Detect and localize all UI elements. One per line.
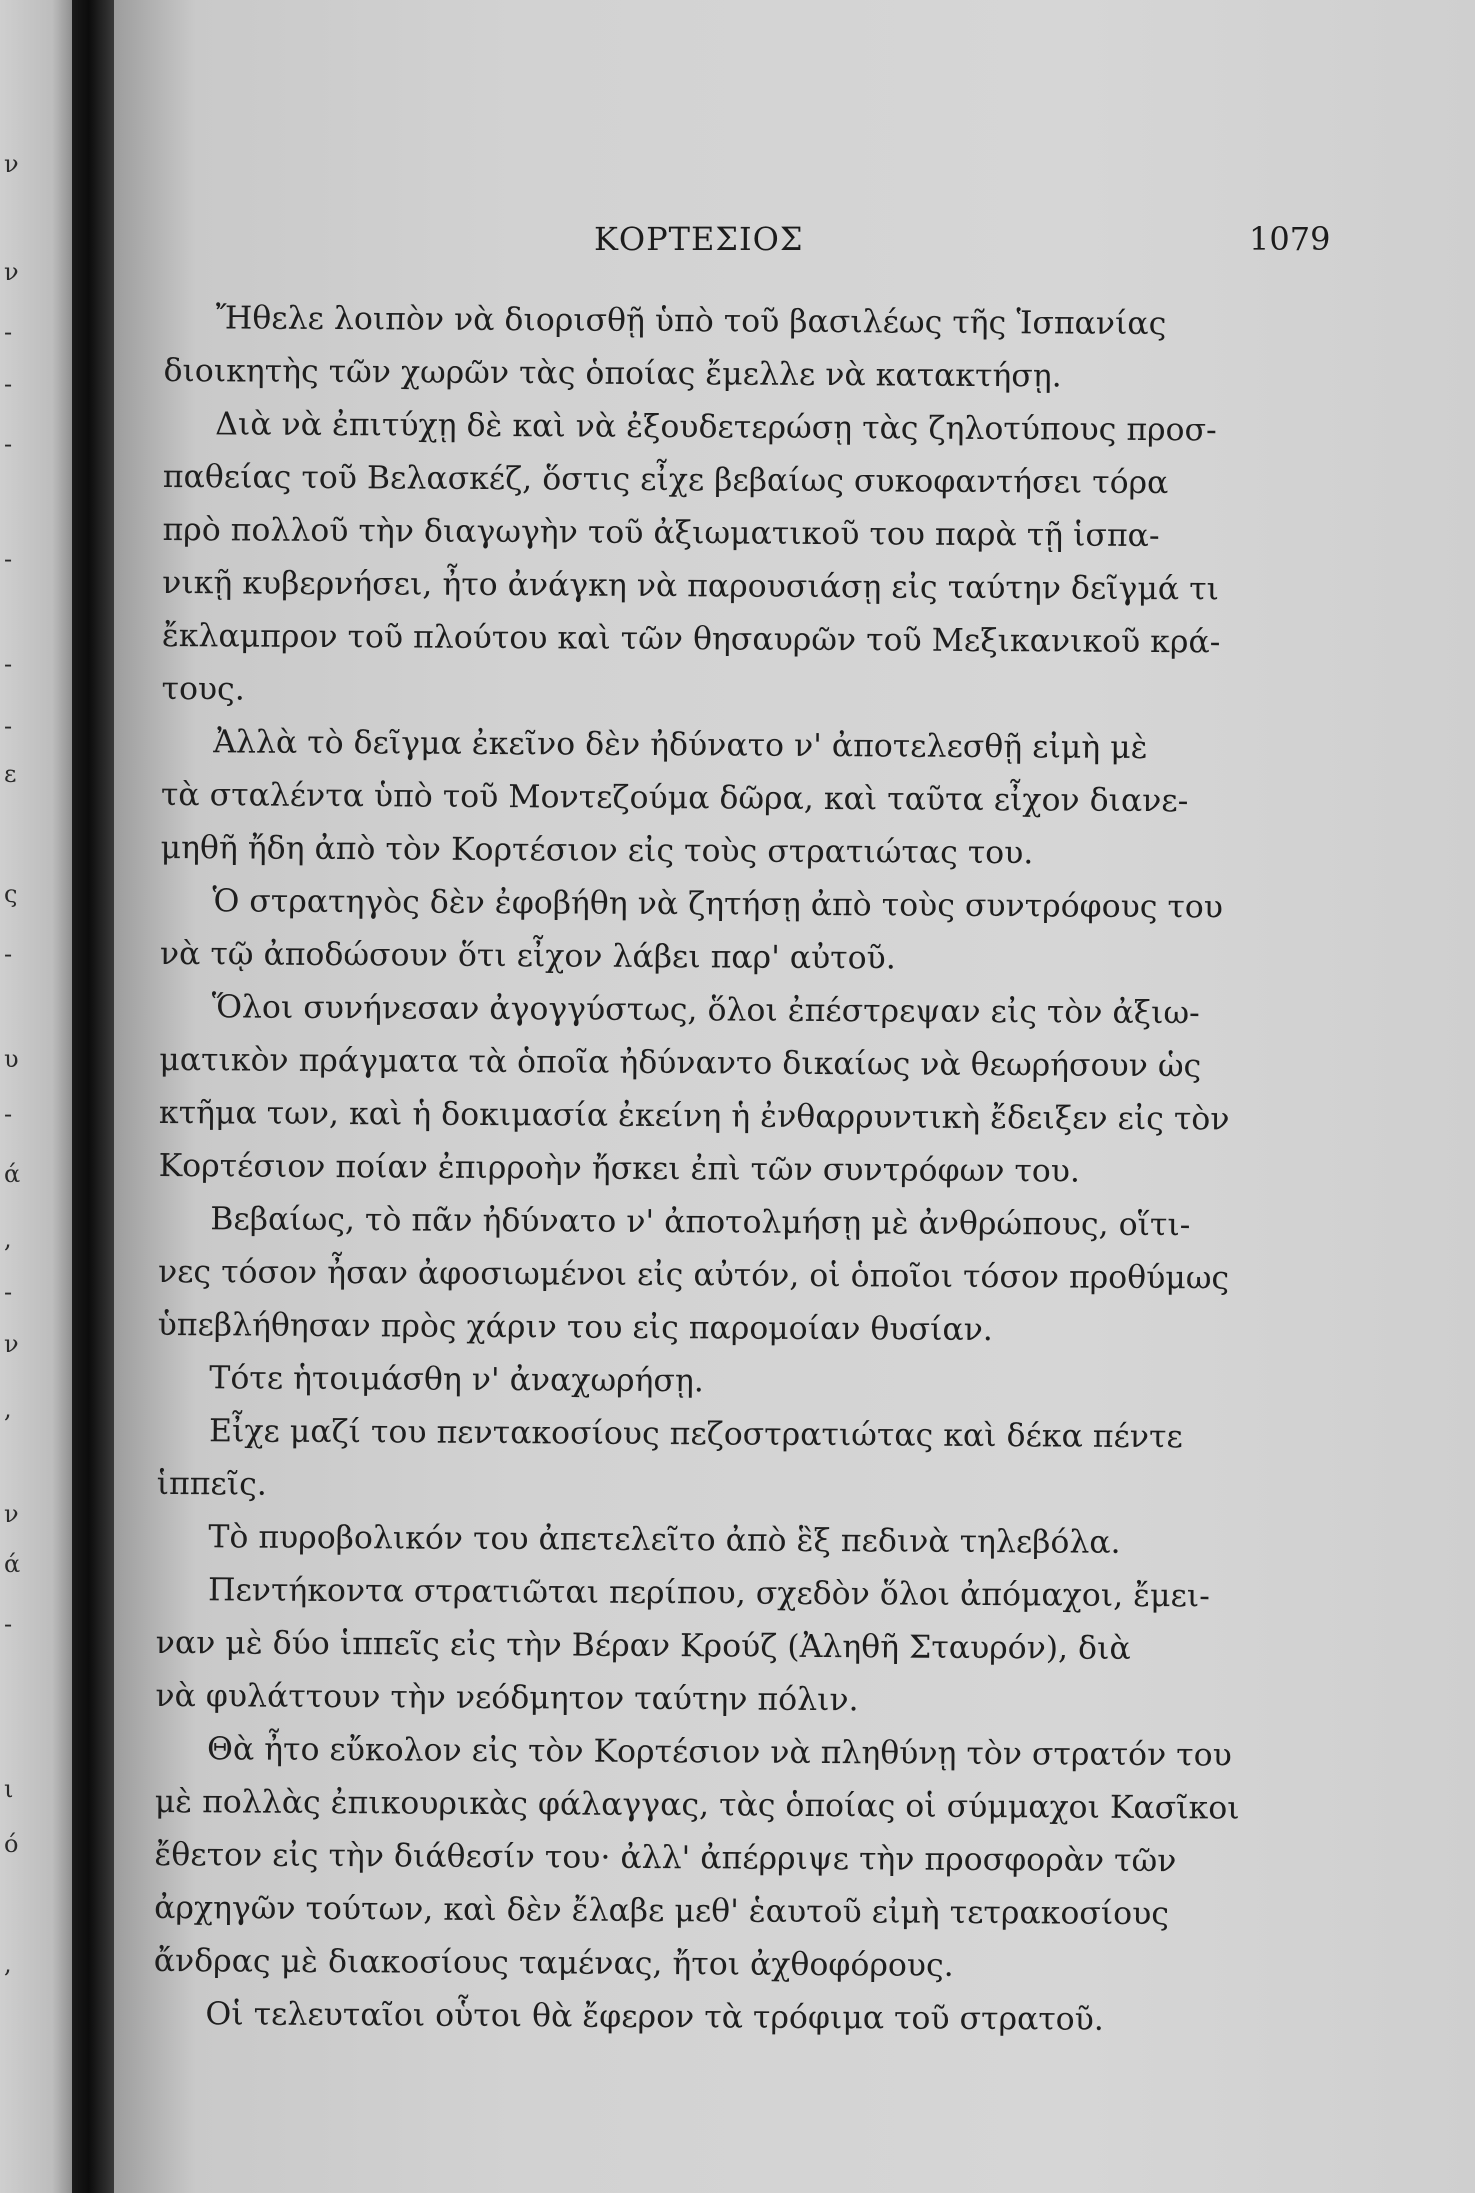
margin-fragment: υ bbox=[4, 1045, 19, 1073]
text-line: ἔκλαμπρον τοῦ πλούτου καὶ τῶν θησαυρῶν τοῦ Μεξικανικοῦ κρά- bbox=[161, 617, 1221, 661]
text-line: Πεντήκοντα στρατιῶται περίπου, σχεδὸν ὅλοι ἀπόμαχοι, ἔμει- bbox=[207, 1572, 1210, 1615]
text-line: μὲ πολλὰς ἐπικουρικὰς φάλαγγας, τὰς ὁποίας οἱ σύμμαχοι Κασῖκοι bbox=[154, 1783, 1240, 1827]
margin-fragment: - bbox=[4, 370, 13, 398]
text-line: νικῇ κυβερνήσει, ἦτο ἀνάγκη νὰ παρουσιάσῃ εἰς ταύτην δεῖγμά τι bbox=[162, 564, 1220, 608]
margin-fragment: - bbox=[4, 1278, 13, 1306]
margin-fragment: - bbox=[4, 430, 13, 458]
margin-fragment: - bbox=[4, 940, 13, 968]
margin-fragment: - bbox=[4, 1100, 13, 1128]
text-line: ἔθετον εἰς τὴν διάθεσίν του· ἀλλ' ἀπέρριψε τὴν προσφορὰν τῶν bbox=[154, 1836, 1177, 1880]
text-line: Θὰ ἦτο εὔκολον εἰς τὸν Κορτέσιον νὰ πληθύνῃ τὸν στρατόν του bbox=[206, 1731, 1232, 1774]
facing-page-margin bbox=[0, 0, 75, 2193]
margin-fragment: , bbox=[4, 1950, 12, 1978]
margin-fragment: ά bbox=[4, 1160, 21, 1188]
text-line: νὰ φυλάττουν τὴν νεόδμητον ταύτην πόλιν. bbox=[155, 1677, 859, 1719]
text-line: τους. bbox=[161, 670, 245, 708]
margin-fragment: ς bbox=[4, 880, 18, 908]
text-line: παθείας τοῦ Βελασκέζ, ὅστις εἶχε βεβαίως συκοφαντήσει τόρα bbox=[162, 458, 1169, 502]
text-line: Κορτέσιον ποίαν ἐπιρροὴν ἤσκει ἐπὶ τῶν συντρόφων του. bbox=[158, 1147, 1081, 1190]
text-line: Εἶχε μαζί του πεντακοσίους πεζοστρατιώτας καὶ δέκα πέντε bbox=[208, 1413, 1183, 1456]
margin-fragment: - bbox=[4, 545, 13, 573]
margin-fragment: ν bbox=[4, 1330, 19, 1358]
book-page bbox=[114, 0, 1475, 2193]
margin-fragment: ε bbox=[4, 760, 17, 788]
text-line: Ἤθελε λοιπὸν νὰ διορισθῇ ὑπὸ τοῦ βασιλέως τῆς Ἱσπανίας bbox=[215, 300, 1167, 343]
page-body-text bbox=[153, 292, 1344, 2048]
page-number: 1079 bbox=[1249, 220, 1331, 258]
text-line: Οἱ τελευταῖοι οὗτοι θὰ ἔφερον τὰ τρόφιμα τοῦ στρατοῦ. bbox=[205, 1996, 1104, 2038]
text-line: νες τόσον ἦσαν ἀφοσιωμένοι εἰς αὐτόν, οἱ ὁποῖοι τόσον προθύμως bbox=[157, 1253, 1230, 1297]
margin-fragment: ν bbox=[4, 150, 19, 178]
text-line: Τότε ἡτοιμάσθη ν' ἀναχωρήσῃ. bbox=[209, 1360, 704, 1400]
text-line: διοικητὴς τῶν χωρῶν τὰς ὁποίας ἔμελλε νὰ κατακτήσῃ. bbox=[163, 352, 1062, 395]
text-line: κτῆμα των, καὶ ἡ δοκιμασία ἐκείνη ἡ ἐνθαρρυντικὴ ἔδειξεν εἰς τὸν bbox=[158, 1094, 1230, 1138]
running-header bbox=[114, 205, 1475, 265]
margin-fragment: ι bbox=[4, 1775, 14, 1803]
text-line: ὑπεβλήθησαν πρὸς χάριν του εἰς παρομοίαν θυσίαν. bbox=[157, 1306, 993, 1349]
margin-fragment: - bbox=[4, 650, 13, 678]
margin-fragment: ό bbox=[4, 1830, 19, 1858]
text-line: Διὰ νὰ ἐπιτύχῃ δὲ καὶ νὰ ἐξουδετερώσῃ τὰς ζηλοτύπους προσ- bbox=[215, 406, 1217, 449]
page-title: ΚΟΡΤΕΣΙΟΣ bbox=[594, 220, 804, 258]
text-line: Βεβαίως, τὸ πᾶν ἠδύνατο ν' ἀποτολμήσῃ μὲ ἀνθρώπους, οἵτι- bbox=[210, 1201, 1191, 1244]
text-line: νὰ τῷ ἀποδώσουν ὅτι εἶχον λάβει παρ' αὐτοῦ. bbox=[159, 935, 896, 977]
book-gutter bbox=[72, 0, 114, 2193]
text-line: πρὸ πολλοῦ τὴν διαγωγὴν τοῦ ἀξιωματικοῦ του παρὰ τῇ ἱσπα- bbox=[162, 511, 1160, 555]
text-line: Ὅλοι συνήνεσαν ἀγογγύστως, ὅλοι ἐπέστρεψαν εἰς τὸν ἀξιω- bbox=[211, 989, 1200, 1032]
margin-fragment: - bbox=[4, 712, 13, 740]
margin-fragment: ν bbox=[4, 258, 19, 286]
margin-fragment: - bbox=[4, 1610, 13, 1638]
margin-fragment: , bbox=[4, 1225, 12, 1253]
text-line: τὰ σταλέντα ὑπὸ τοῦ Μοντεζούμα δῶρα, καὶ ταῦτα εἶχον διανε- bbox=[160, 776, 1189, 820]
text-line: μηθῆ ἤδη ἀπὸ τὸν Κορτέσιον εἰς τοὺς στρατιώτας του. bbox=[160, 829, 1034, 872]
margin-fragment: , bbox=[4, 1395, 12, 1423]
margin-fragment: ά bbox=[4, 1550, 21, 1578]
text-line: ἀρχηγῶν τούτων, καὶ δὲν ἔλαβε μεθ' ἑαυτοῦ εἰμὴ τετρακοσίους bbox=[154, 1889, 1170, 1933]
text-line: Ὁ στρατηγὸς δὲν ἐφοβήθη νὰ ζητήσῃ ἀπὸ τοὺς συντρόφους του bbox=[212, 883, 1224, 926]
text-line: ἄνδρας μὲ διακοσίους ταμένας, ἤτοι ἀχθοφόρους. bbox=[153, 1942, 954, 1984]
margin-fragment: - bbox=[4, 318, 13, 346]
text-line: ναν μὲ δύο ἱππεῖς εἰς τὴν Βέραν Κρούζ (Ἀληθῆ Σταυρόν), διὰ bbox=[155, 1624, 1131, 1667]
margin-fragment: ν bbox=[4, 1500, 19, 1528]
text-line: ἱππεῖς. bbox=[156, 1465, 267, 1503]
text-line: ματικὸν πράγματα τὰ ὁποῖα ἠδύναντο δικαίως νὰ θεωρήσουν ὡς bbox=[159, 1041, 1202, 1085]
text-line: Ἀλλὰ τὸ δεῖγμα ἐκεῖνο δὲν ἠδύνατο ν' ἀποτελεσθῇ εἰμὴ μὲ bbox=[213, 724, 1148, 767]
text-line: Τὸ πυροβολικόν του ἀπετελεῖτο ἀπὸ ἓξ πεδινὰ τηλεβόλα. bbox=[208, 1519, 1121, 1561]
